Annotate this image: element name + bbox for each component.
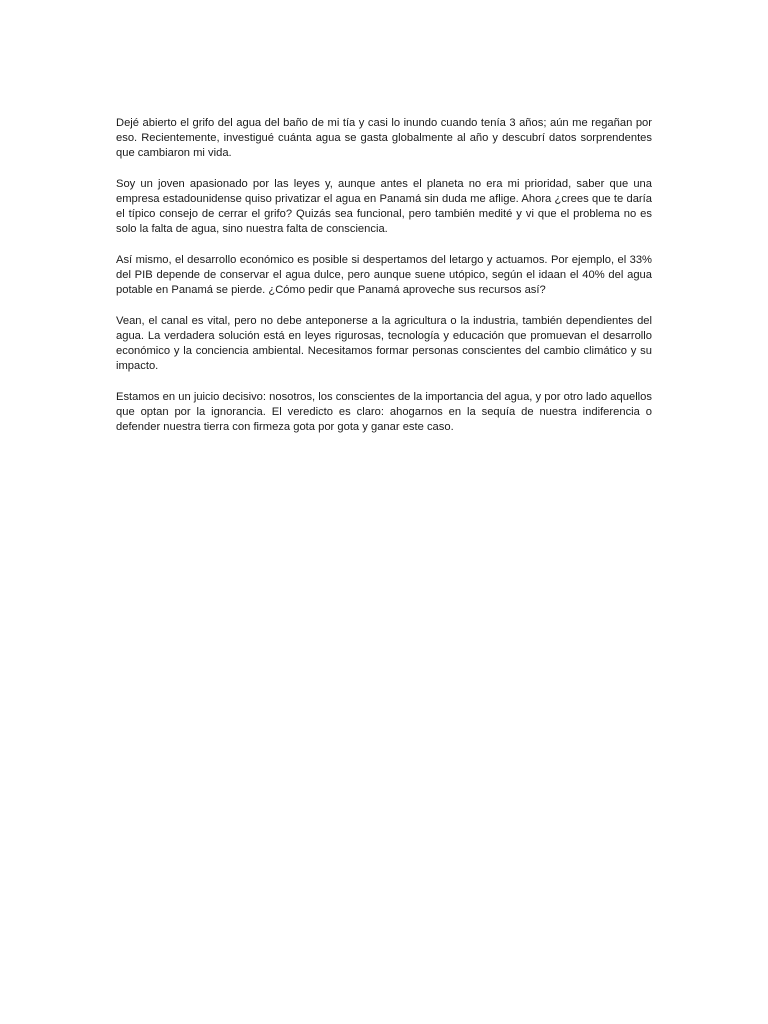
paragraph-3: Así mismo, el desarrollo económico es posible si despertamos del letargo y actuamos. Por ejemplo, el 33% del PIB depende de conservar el agua dulce, pero aunque suene utópico, según el idaan el 40% del agua potable en Panamá se pierde. ¿Cómo pedir que Panamá aproveche sus recursos así? [116,253,652,297]
paragraph-1: Dejé abierto el grifo del agua del baño de mi tía y casi lo inundo cuando tenía 3 años; aún me regañan por eso. Recientemente, investigué cuánta agua se gasta globalmente al año y descubrí datos sorprendentes que cambiaron mi vida. [116,117,652,160]
paragraph-4: Vean, el canal es vital, pero no debe anteponerse a la agricultura o la industria, también dependientes del agua. La verdadera solución está en leyes rigurosas, tecnología y educación que promuevan el desarrollo económico y la conciencia ambiental. Necesitamos formar personas conscientes del cambio climático y su impacto. [116,314,652,373]
paragraph-5: Estamos en un juicio decisivo: nosotros, los conscientes de la importancia del agua, y por otro lado aquellos que optan por la ignorancia. El veredicto es claro: ahogarnos en la sequía de nuestra indiferencia o defender nuestra tierra con firmeza gota por gota y ganar este caso. [116,390,652,433]
paragraph-2: Soy un joven apasionado por las leyes y, aunque antes el planeta no era mi prioridad, saber que una empresa estadounidense quiso privatizar el agua en Panamá sin duda me aflige. Ahora ¿crees que te daría el típico consejo de cerrar el grifo? Quizás sea funcional, pero también medité y vi que el problema no es solo la falta de agua, sino nuestra falta de consciencia. [116,177,652,236]
document-body [116,116,652,450]
